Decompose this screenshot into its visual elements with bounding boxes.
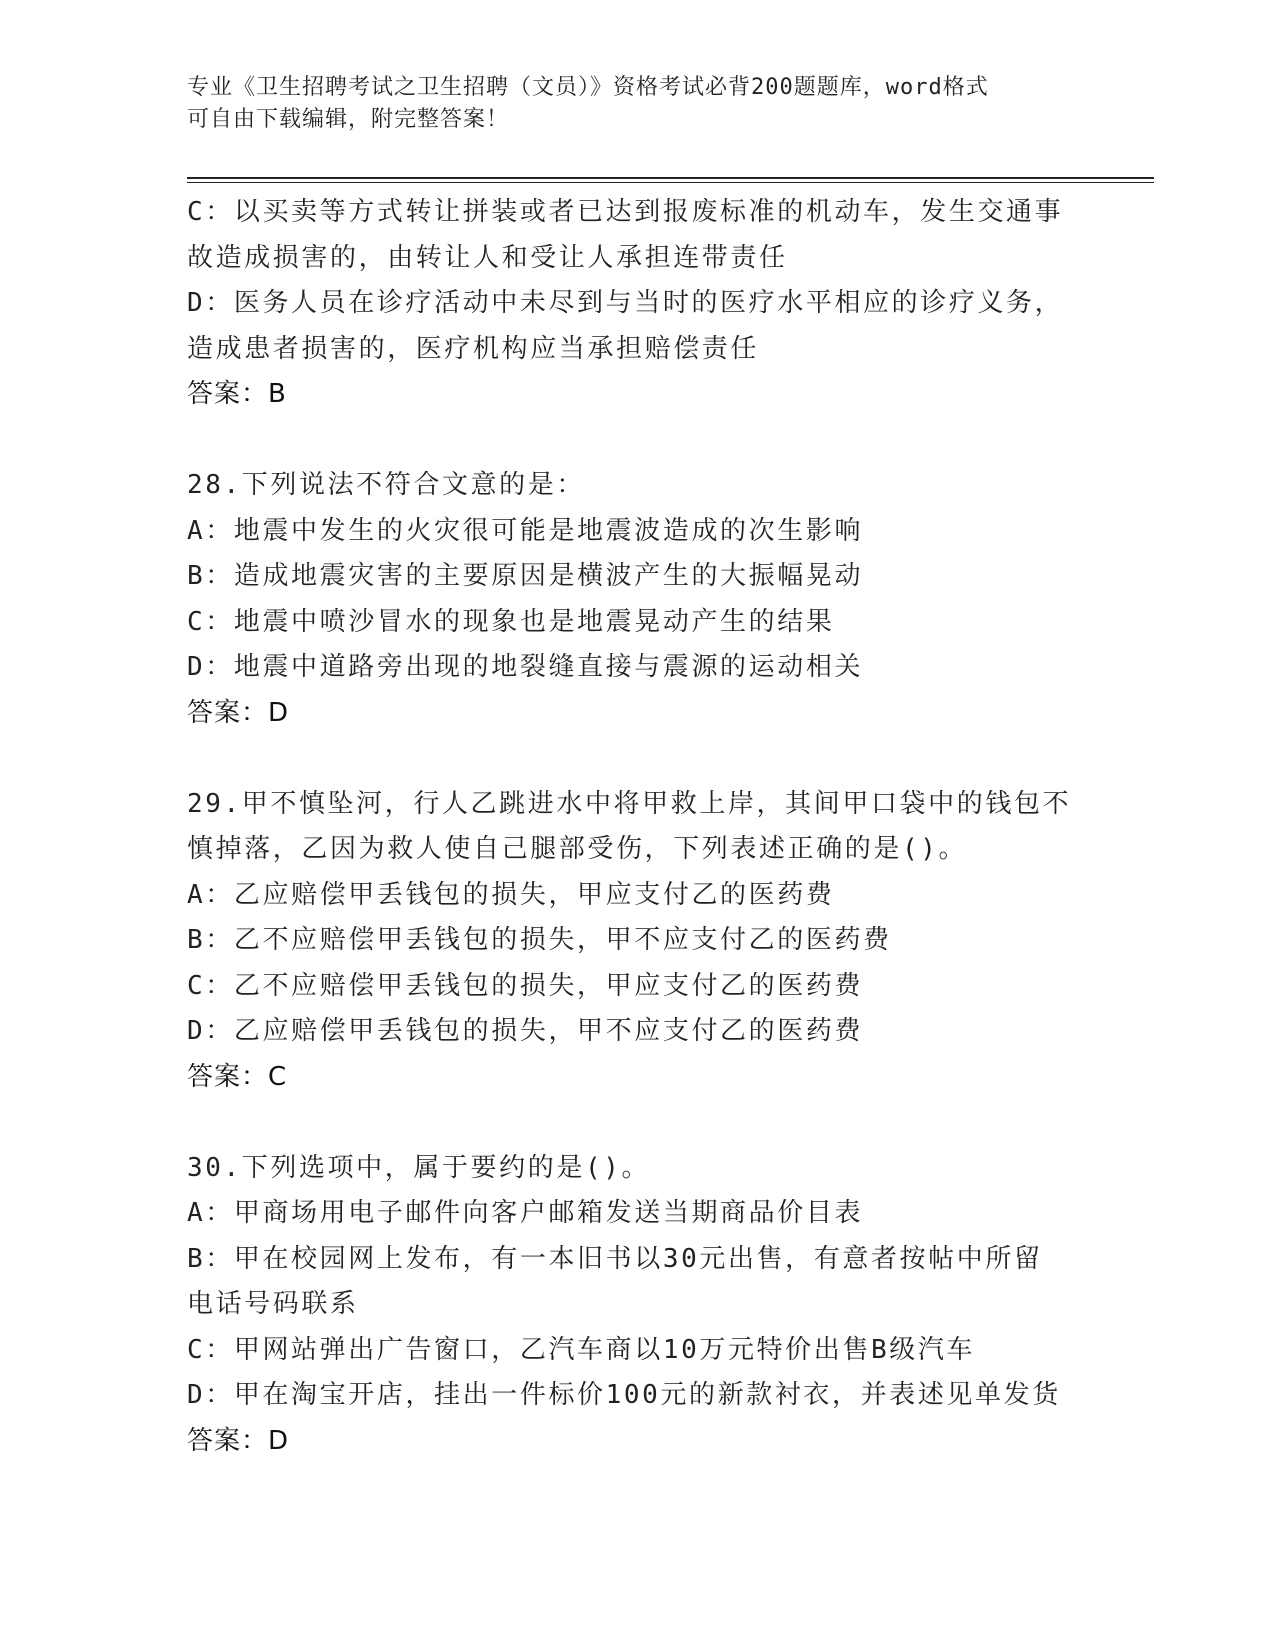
option-d-continued: 造成患者损害的，医疗机构应当承担赔偿责任: [187, 333, 760, 364]
answer: 答案：C: [187, 1061, 288, 1092]
option-b-continued: 电话号码联系: [187, 1289, 359, 1319]
spacer: [187, 1100, 1087, 1146]
question-stem-continued: 慎掉落，乙因为救人使自己腿部受伤，下列表述正确的是()。: [187, 834, 968, 864]
header-divider-thin: [187, 182, 1154, 183]
option-d: D：地震中道路旁出现的地裂缝直接与震源的运动相关: [187, 652, 864, 682]
question-stem: 30.下列选项中，属于要约的是()。: [187, 1152, 651, 1183]
option-d: D：甲在淘宝开店，挂出一件标价100元的新款衬衣，并表述见单发货: [187, 1380, 1061, 1410]
option-c: C：以买卖等方式转让拼装或者已达到报废标准的机动车，发生交通事: [187, 197, 1064, 227]
document-header: [187, 72, 1067, 136]
option-c: C：乙不应赔偿甲丢钱包的损失，甲应支付乙的医药费: [187, 970, 864, 1001]
spacer: [187, 418, 1087, 464]
option-c: C：地震中喷沙冒水的现象也是地震晃动产生的结果: [187, 606, 835, 637]
header-divider-thick: [187, 177, 1154, 179]
spacer: [187, 736, 1087, 782]
answer: 答案：B: [187, 379, 287, 409]
option-c-continued: 故造成损害的，由转让人和受让人承担连带责任: [187, 242, 788, 273]
option-d: D：医务人员在诊疗活动中未尽到与当时的医疗水平相应的诊疗义务，: [187, 288, 1064, 318]
answer: 答案：D: [187, 1425, 290, 1456]
question-stem: 28.下列说法不符合文意的是：: [187, 470, 585, 500]
option-a: A：甲商场用电子邮件向客户邮箱发送当期商品价目表: [187, 1198, 864, 1228]
option-d: D：乙应赔偿甲丢钱包的损失，甲不应支付乙的医药费: [187, 1016, 864, 1046]
question-28: [187, 463, 1087, 736]
option-b: B：造成地震灾害的主要原因是横波产生的大振幅晃动: [187, 561, 864, 591]
header-title-line-1: 专业《卫生招聘考试之卫生招聘（文员）》资格考试必背200题题库，word格式: [187, 75, 989, 100]
option-b: B：甲在校园网上发布，有一本旧书以30元出售，有意者按帖中所留: [187, 1243, 1043, 1274]
answer: 答案：D: [187, 697, 290, 728]
document-body: [187, 190, 1087, 1464]
question-30: [187, 1146, 1087, 1465]
option-a: A：地震中发生的火灾很可能是地震波造成的次生影响: [187, 515, 864, 546]
header-title-line-2: 可自由下载编辑，附完整答案！: [187, 107, 510, 132]
option-b: B：乙不应赔偿甲丢钱包的损失，甲不应支付乙的医药费: [187, 925, 892, 955]
question-27-continued: [187, 190, 1087, 418]
option-c: C：甲网站弹出广告窗口，乙汽车商以10万元特价出售B级汽车: [187, 1334, 976, 1365]
question-stem: 29.甲不慎坠河，行人乙跳进水中将甲救上岸，其间甲口袋中的钱包不: [187, 788, 1072, 819]
option-a: A：乙应赔偿甲丢钱包的损失，甲应支付乙的医药费: [187, 879, 835, 910]
question-29: [187, 782, 1087, 1101]
